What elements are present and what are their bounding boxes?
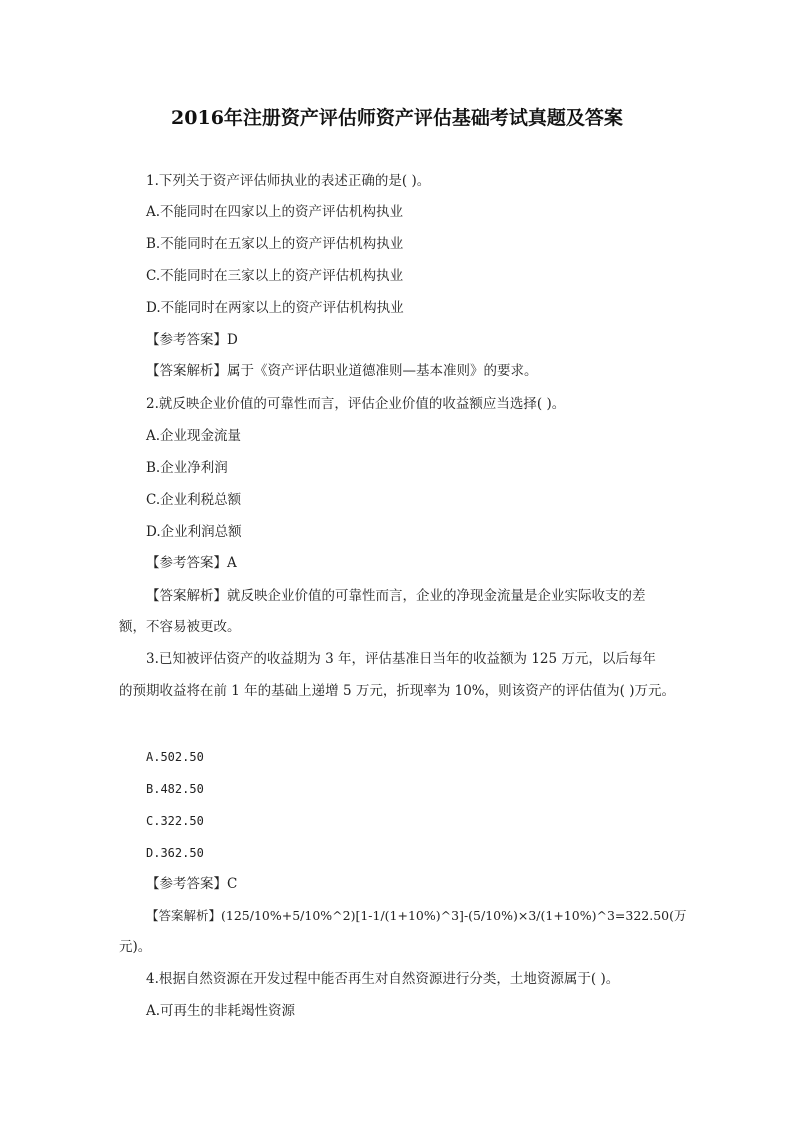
question-3-option-a: A.502.50 <box>146 750 204 764</box>
question-2-analysis-line-2: 额，不容易被更改。 <box>119 619 241 635</box>
question-3-stem-line-2: 的预期收益将在前 1 年的基础上递增 5 万元，折现率为 10%，则该资产的评估值为( )万元。 <box>119 683 675 699</box>
question-1-answer: 【参考答案】D <box>146 332 238 348</box>
question-3-option-b: B.482.50 <box>146 782 204 796</box>
question-1-analysis: 【答案解析】属于《资产评估职业道德准则—基本准则》的要求。 <box>146 363 538 379</box>
question-2-stem: 2.就反映企业价值的可靠性而言，评估企业价值的收益额应当选择( )。 <box>146 396 566 412</box>
question-3-analysis-line-1: 【答案解析】(125/10%+5/10%^2)[1-1/(1+10%)^3]-(5/10%)×3/(1+10%)^3=322.50(万 <box>146 908 687 923</box>
question-3-answer: 【参考答案】C <box>146 876 238 892</box>
question-3-analysis-line-2: 元)。 <box>119 939 152 955</box>
question-2-option-a: A.企业现金流量 <box>146 428 242 444</box>
question-1-option-d: D.不能同时在两家以上的资产评估机构执业 <box>146 300 404 316</box>
question-3-stem-line-1: 3.已知被评估资产的收益期为 3 年，评估基准日当年的收益额为 125 万元，以后每年 <box>146 651 656 667</box>
question-4-stem: 4.根据自然资源在开发过程中能否再生对自然资源进行分类，土地资源属于( )。 <box>146 971 620 987</box>
question-1-option-a: A.不能同时在四家以上的资产评估机构执业 <box>146 204 404 220</box>
question-1-option-c: C.不能同时在三家以上的资产评估机构执业 <box>146 268 404 284</box>
question-2-option-b: B.企业净利润 <box>146 460 228 476</box>
question-4-option-a: A.可再生的非耗竭性资源 <box>146 1003 296 1019</box>
page-title: 2016年注册资产评估师资产评估基础考试真题及答案 <box>171 107 623 129</box>
question-2-option-c: C.企业利税总额 <box>146 492 242 508</box>
question-3-option-c: C.322.50 <box>146 814 204 828</box>
question-3-option-d: D.362.50 <box>146 846 204 860</box>
question-1-option-b: B.不能同时在五家以上的资产评估机构执业 <box>146 236 404 252</box>
question-2-answer: 【参考答案】A <box>146 555 237 571</box>
question-2-analysis-line-1: 【答案解析】就反映企业价值的可靠性而言，企业的净现金流量是企业实际收支的差 <box>146 588 646 604</box>
question-2-option-d: D.企业利润总额 <box>146 524 242 540</box>
question-1-stem: 1.下列关于资产评估师执业的表述正确的是( )。 <box>146 173 431 189</box>
